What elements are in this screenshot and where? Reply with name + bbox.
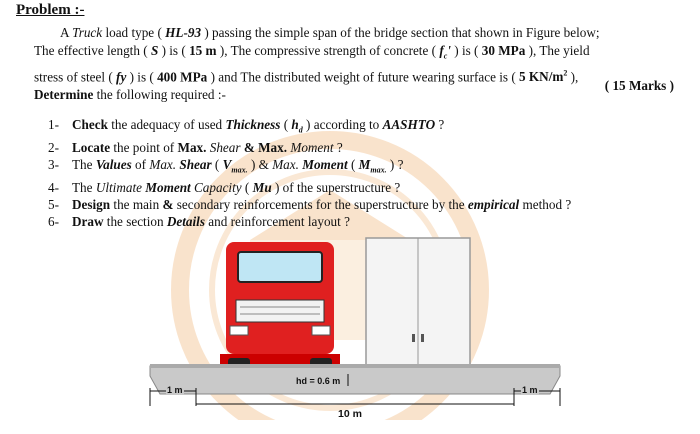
marks-label: ( 15 Marks ) [604, 78, 674, 93]
statement-line-4: Determine the following required :- [34, 86, 226, 102]
statement-line-1: A Truck load type ( HL-93 ) passing the simple span of the bridge section that shown in Figure below; [60, 25, 600, 40]
statement-line-3: stress of steel ( fy ) is ( 400 MPa ) and The distributed weight of future wearing surface is ( 5 $KN/m^2$ ), [34, 68, 579, 85]
white-trailer-rear-icon [366, 238, 470, 386]
bridge-section-figure [0, 228, 700, 429]
left-overhang-label: 1 m [167, 385, 183, 395]
question-3: 3- The Values of Max. Shear ( $V_{max.}$ ) & Max. Moment ( $M_{max.}$ ) ? [48, 157, 404, 175]
problem-statement [34, 24, 674, 103]
span-label: 10 m [338, 408, 362, 420]
question-6: 6- Draw the section Details and reinforcement layout ? [48, 214, 350, 230]
question-1: 1- Check the adequacy of used Thickness ( $h_d$ ) according to AASHTO ? [48, 117, 445, 135]
question-5: 5- Design the main & secondary reinforcements for the superstructure by the empirical method ? [48, 197, 572, 213]
bridge-drawing [0, 228, 700, 429]
statement-line-2: The effective length ( S ) is ( 15 m ), The compressive strength of concrete ( $f_c'$ ) is ( 30 MPa ), The yield [34, 42, 590, 61]
right-overhang-label: 1 m [522, 385, 538, 395]
bridge-slab [150, 364, 560, 394]
thickness-label: hd = 0.6 m [296, 376, 341, 386]
problem-title: Problem :- [16, 2, 85, 18]
question-2: 2- Locate the point of Max. Shear & Max. Moment ? [48, 139, 343, 155]
questions-list [48, 116, 571, 231]
question-4: 4- The Ultimate Moment Capacity ( Mu ) of the superstructure ? [48, 179, 401, 195]
